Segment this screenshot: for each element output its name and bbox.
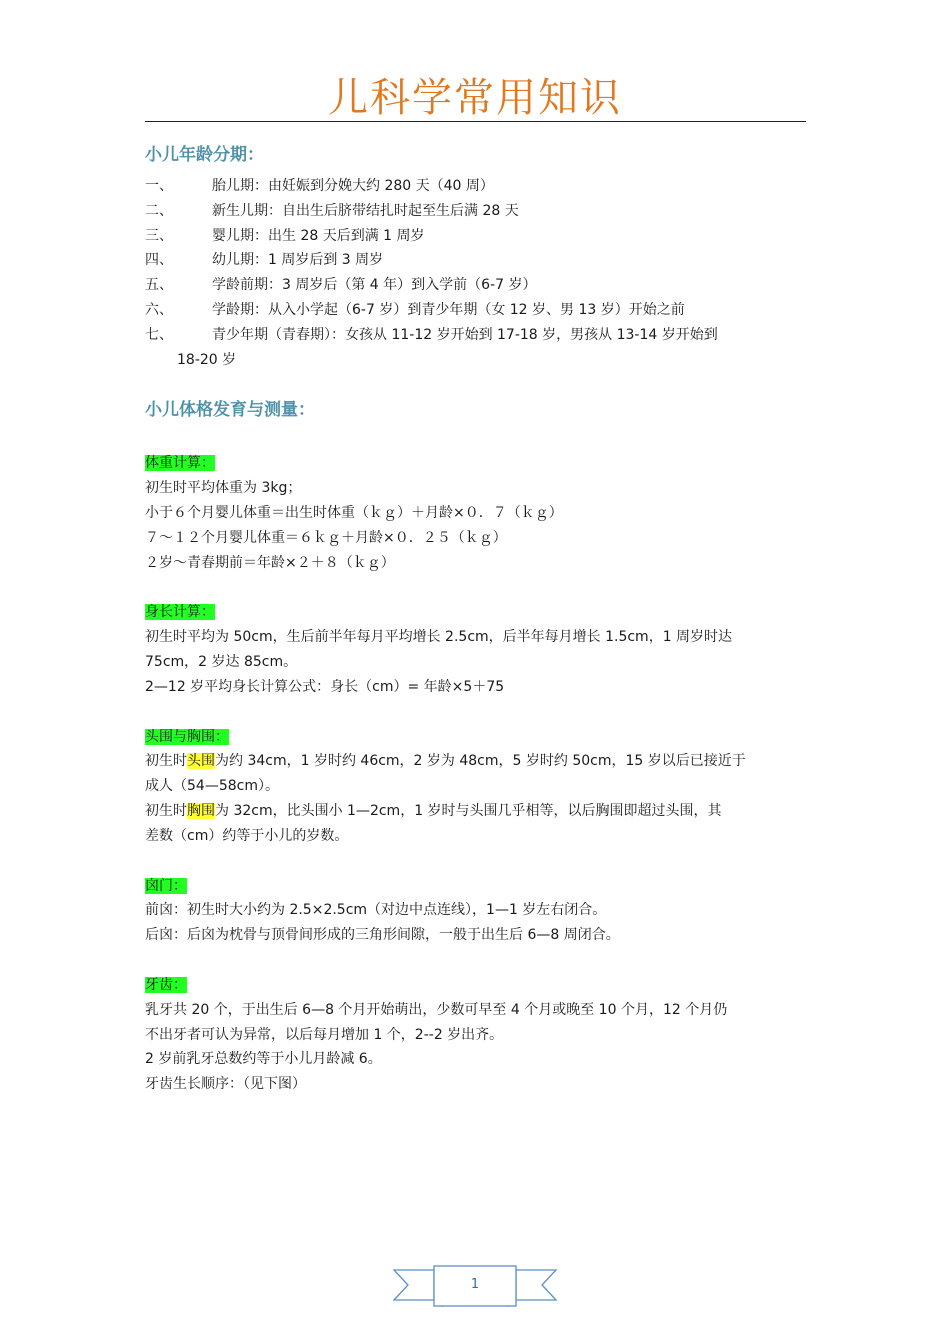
document-body	[145, 140, 807, 1097]
list-number: 五、	[145, 277, 173, 294]
title-underline	[145, 121, 806, 122]
list-item-continuation	[145, 348, 807, 373]
list-text: 18-20 岁	[177, 351, 237, 368]
list-number: 二、	[145, 202, 173, 219]
subsection-label-weight: 体重计算：	[145, 455, 215, 472]
paragraph-line: ２岁～青春期前＝年龄×２＋８（ｋｇ）	[145, 554, 395, 571]
text-segment: 为约 34cm，1 岁时约 46cm，2 岁为 48cm，5 岁时约 50cm，15 岁以后已接近于	[215, 753, 746, 770]
list-text: 新生儿期：自出生后脐带结扎时起至生后满 28 天	[212, 202, 519, 219]
list-item	[145, 298, 807, 323]
paragraph-line: 初生时平均体重为 3kg；	[145, 480, 302, 497]
list-number: 六、	[145, 301, 173, 318]
subsection-label-teeth: 牙齿：	[145, 976, 187, 993]
paragraph-line: 2 岁前乳牙总数约等于小儿月龄减 6。	[145, 1051, 382, 1068]
list-text: 学龄期：从入小学起（6-7 岁）到青少年期（女 12 岁、男 13 岁）开始之前	[212, 301, 685, 318]
paragraph-line: 2—12 岁平均身长计算公式：身长（cm）= 年龄×5＋75	[145, 678, 505, 695]
list-item	[145, 323, 807, 348]
highlight-chest-circumference: 胸围	[187, 802, 215, 819]
list-text: 学龄前期：3 周岁后（第 4 年）到入学前（6-7 岁）	[212, 277, 537, 294]
age-period-list	[145, 174, 807, 372]
text-segment: 为 32cm，比头围小 1—2cm，1 岁时与头围几乎相等，以后胸围即超过头围，其	[215, 802, 722, 819]
paragraph-line: 乳牙共 20 个，于出生后 6—8 个月开始萌出，少数可早至 4 个月或晚至 10 个月，12 个月仍	[145, 1001, 728, 1018]
paragraph-line: 不出牙者可认为异常，以后每月增加 1 个，2--2 岁出齐。	[145, 1026, 504, 1043]
list-text: 青少年期（青春期）：女孩从 11-12 岁开始到 17-18 岁，男孩从 13-14 岁开始到	[212, 326, 718, 343]
paragraph-line	[145, 749, 807, 774]
subsection-label-height: 身长计算：	[145, 604, 215, 621]
list-item	[145, 224, 807, 249]
paragraph-line: 初生时平均为 50cm，生后前半年每月平均增长 2.5cm，后半年每月增长 1.5cm，1 周岁时达	[145, 629, 733, 646]
text-segment: 初生时	[145, 802, 187, 819]
page-footer	[392, 1262, 558, 1310]
highlight-head-circumference: 头围	[187, 753, 215, 770]
list-item	[145, 273, 807, 298]
paragraph-line: 小于６个月婴儿体重＝出生时体重（ｋｇ）＋月龄×０．７（ｋｇ）	[145, 504, 563, 521]
list-item	[145, 174, 807, 199]
paragraph-line: 成人（54—58cm）。	[145, 778, 279, 795]
list-number: 一、	[145, 178, 173, 194]
paragraph-line: 75cm，2 岁达 85cm。	[145, 653, 298, 670]
document-title: 儿科学常用知识	[328, 75, 622, 121]
list-number: 七、	[145, 326, 173, 343]
paragraph-line	[145, 799, 807, 824]
list-item	[145, 199, 807, 224]
page-number: 1	[470, 1277, 480, 1292]
subsection-label-fontanelle: 囟门：	[145, 877, 187, 894]
paragraph-line: 后囟：后囟为枕骨与顶骨间形成的三角形间隙，一般于出生后 6—8 周闭合。	[145, 927, 620, 944]
paragraph-line: 牙齿生长顺序：（见下图）	[145, 1076, 306, 1093]
list-text: 幼儿期：1 周岁后到 3 周岁	[212, 252, 384, 269]
list-item	[145, 248, 807, 273]
paragraph-line: ７～１２个月婴儿体重＝６ｋｇ＋月龄×０．２５（ｋｇ）	[145, 529, 507, 546]
list-number: 三、	[145, 227, 173, 244]
section-heading-age-periods: 小儿年龄分期：	[145, 145, 264, 165]
paragraph-line: 差数（cm）约等于小儿的岁数。	[145, 827, 349, 844]
text-segment: 初生时	[145, 753, 187, 770]
paragraph-line: 前囟：初生时大小约为 2.5×2.5cm（对边中点连线），1—1 岁左右闭合。	[145, 902, 607, 919]
list-number: 四、	[145, 252, 173, 269]
list-text: 胎儿期：由妊娠到分娩大约 280 天（40 周）	[212, 178, 494, 194]
list-text: 婴儿期：出生 28 天后到满 1 周岁	[212, 227, 425, 244]
section-heading-growth: 小儿体格发育与测量：	[145, 400, 315, 421]
subsection-label-head-chest: 头围与胸围：	[145, 728, 229, 745]
